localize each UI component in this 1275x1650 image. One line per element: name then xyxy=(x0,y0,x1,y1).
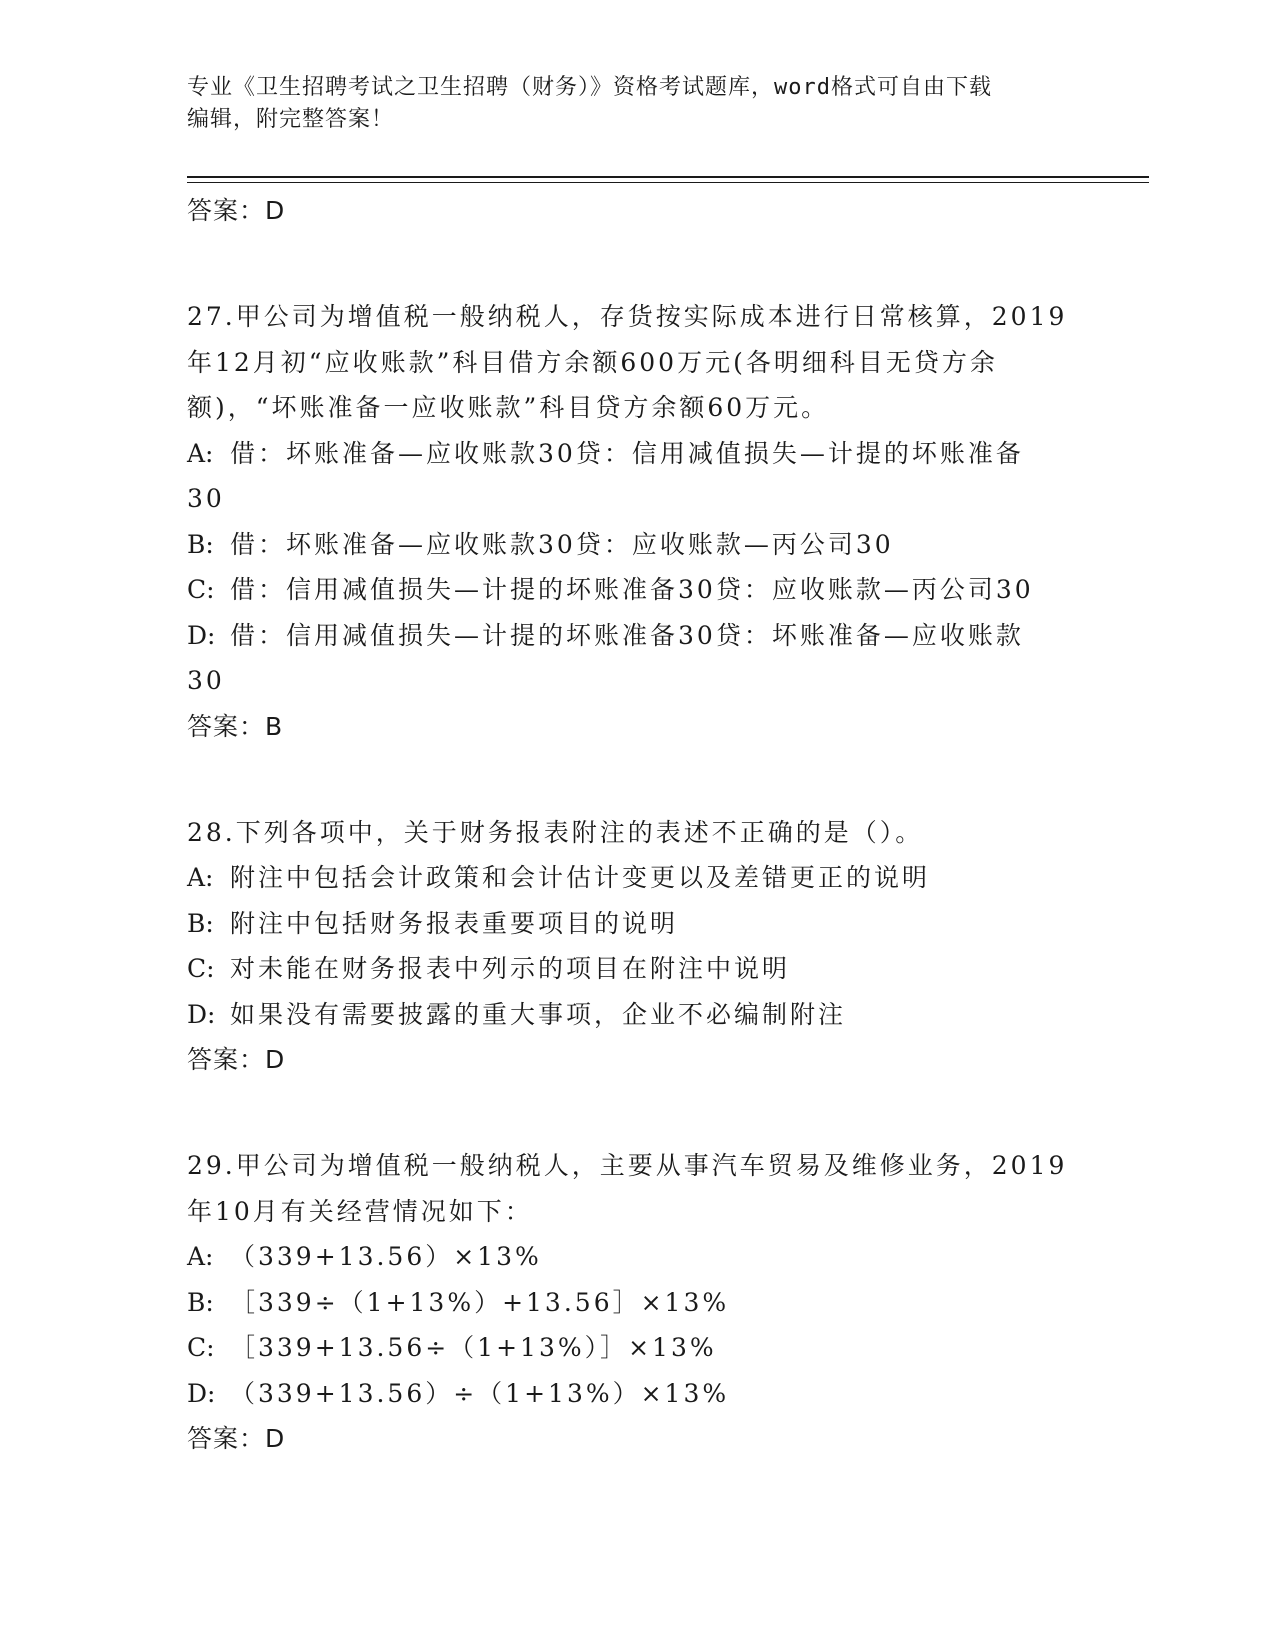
option-label: D: xyxy=(187,620,216,650)
page-header xyxy=(187,72,1087,136)
option-label: A: xyxy=(187,438,214,468)
question-text-line: 年10月有关经营情况如下： xyxy=(187,1196,533,1226)
option-text: ［339÷（1+13%）+13.56］×13% xyxy=(230,1287,730,1317)
option-text: （339+13.56）×13% xyxy=(230,1242,542,1271)
question-block xyxy=(187,810,1087,1084)
question-text-line: 27.甲公司为增值税一般纳税人，存货按实际成本进行日常核算，2019 xyxy=(187,302,1068,331)
option-line xyxy=(187,992,1087,1038)
option-text: 借：信用减值损失—计提的坏账准备30贷：坏账准备—应收账款 xyxy=(230,620,1024,650)
option-text: 30 xyxy=(187,484,225,513)
answer-line: 答案：B xyxy=(187,711,284,741)
question-list xyxy=(187,188,1087,1462)
option-line xyxy=(187,1280,1087,1326)
header-rule-thin xyxy=(187,182,1149,183)
option-text: 30 xyxy=(187,666,225,695)
answer-line: 答案：D xyxy=(187,1424,286,1453)
option-text: 如果没有需要披露的重大事项，企业不必编制附注 xyxy=(230,999,847,1029)
option-line xyxy=(187,476,1087,522)
previous-answer: 答案：D xyxy=(187,196,286,225)
option-label: A: xyxy=(187,1242,214,1271)
option-label: D: xyxy=(187,1378,216,1408)
option-label: B: xyxy=(187,529,214,559)
option-label: C: xyxy=(187,954,215,983)
header-line-1: 专业《卫生招聘考试之卫生招聘（财务）》资格考试题库，word格式可自由下载 xyxy=(187,75,992,100)
header-line-2: 编辑，附完整答案！ xyxy=(187,107,395,132)
option-line xyxy=(187,567,1087,613)
option-line xyxy=(187,658,1087,704)
option-line xyxy=(187,946,1087,992)
question-text-line: 年12月初“应收账款”科目借方余额600万元(各明细科目无贷方余 xyxy=(187,347,998,377)
option-line xyxy=(187,901,1087,947)
option-text: （339+13.56）÷（1+13%）×13% xyxy=(230,1378,730,1408)
option-label: C: xyxy=(187,1333,215,1362)
option-text: ［339+13.56÷（1+13%）］×13% xyxy=(230,1333,717,1362)
question-block xyxy=(187,294,1087,750)
option-text: 附注中包括会计政策和会计估计变更以及差错更正的说明 xyxy=(230,863,931,892)
option-label: D: xyxy=(187,999,216,1029)
option-line xyxy=(187,431,1087,477)
option-line xyxy=(187,1234,1087,1280)
option-label: B: xyxy=(187,1287,214,1317)
option-label: C: xyxy=(187,575,215,604)
question-text-line: 28.下列各项中，关于财务报表附注的表述不正确的是（）。 xyxy=(187,817,924,847)
option-label: B: xyxy=(187,908,214,938)
option-text: 附注中包括财务报表重要项目的说明 xyxy=(230,908,679,938)
option-text: 借：坏账准备—应收账款30贷：信用减值损失—计提的坏账准备 xyxy=(230,438,1024,468)
header-rule xyxy=(187,176,1149,178)
questions-container xyxy=(187,294,1087,1462)
option-line xyxy=(187,522,1087,568)
question-text-line: 29.甲公司为增值税一般纳税人，主要从事汽车贸易及维修业务，2019 xyxy=(187,1151,1068,1180)
option-line xyxy=(187,1371,1087,1417)
option-line xyxy=(187,1325,1087,1371)
question-block xyxy=(187,1143,1087,1462)
option-line xyxy=(187,855,1087,901)
option-text: 借：信用减值损失—计提的坏账准备30贷：应收账款—丙公司30 xyxy=(230,575,1034,604)
answer-line: 答案：D xyxy=(187,1045,286,1074)
option-label: A: xyxy=(187,863,214,892)
option-line xyxy=(187,613,1087,659)
option-text: 借：坏账准备—应收账款30贷：应收账款—丙公司30 xyxy=(230,529,894,559)
question-text-line: 额)，“坏账准备一应收账款”科目贷方余额60万元。 xyxy=(187,393,830,422)
option-text: 对未能在财务报表中列示的项目在附注中说明 xyxy=(230,954,791,983)
